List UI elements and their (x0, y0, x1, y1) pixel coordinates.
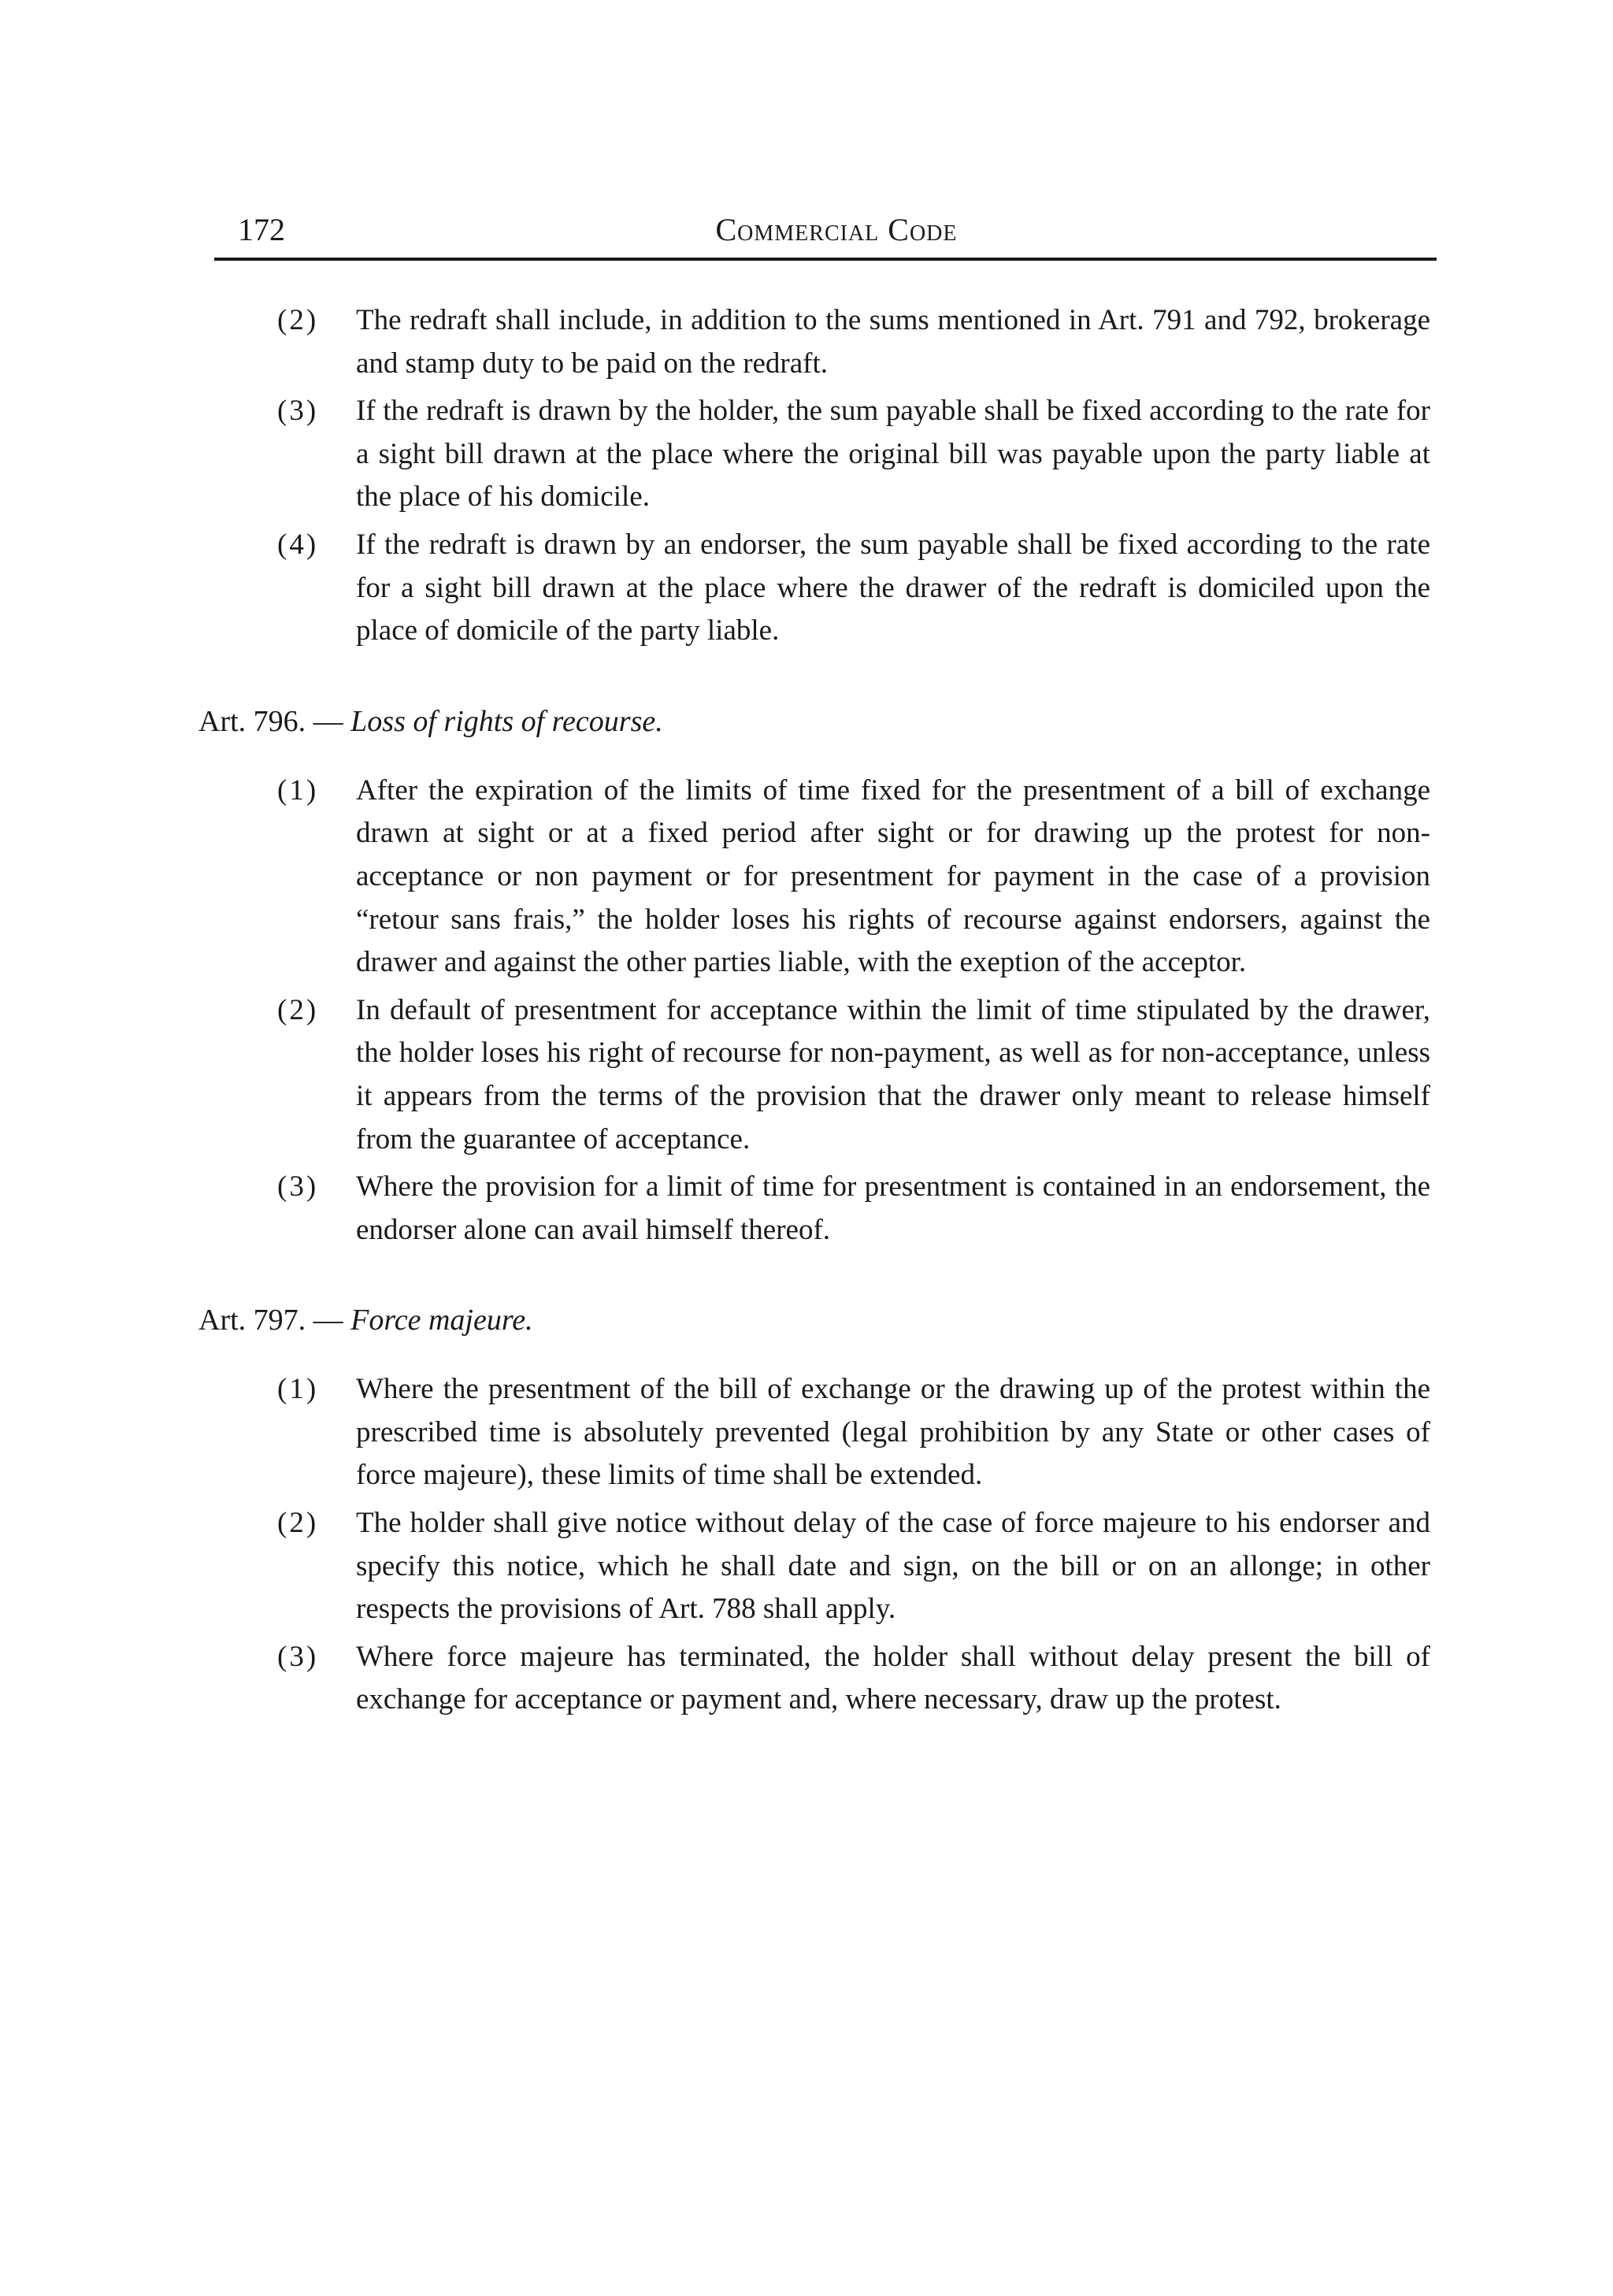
paragraph-text: If the redraft is drawn by an endorser, the sum payable shall be fixed according to the rate for a sight bill drawn at the place where the drawer of the redraft is domiciled upon the place of domicile of the party liable. (356, 528, 1430, 647)
paragraph-number: (2) (277, 1507, 319, 1540)
article-title: Force majeure. (350, 1304, 533, 1337)
paragraph-number: (2) (277, 304, 319, 336)
paragraph-text: Where force majeure has terminated, the holder shall without delay present the bill of exchange for acceptance or payment and, where necessary, draw up the protest. (356, 1640, 1430, 1716)
paragraph-number: (1) (277, 1373, 319, 1406)
paragraph-text: The redraft shall include, in addition to the sums mentioned in Art. 791 and 792, brokerage and stamp duty to be paid on the redraft. (356, 304, 1430, 380)
paragraph-number: (1) (277, 773, 319, 807)
art796-paragraph-2 (277, 989, 1430, 1161)
paragraph-text: After the expiration of the limits of time fixed for the presentment of a bill of exchange drawn at sight or at a fixed period after sight or for drawing up the protest for non-acceptance or non payment or for presentment for payment in the case of a provision “retour sans frais,” the holder loses his rights of recourse against endorsers, against the drawer and against the other parties liable, with the exeption of the acceptor. (356, 773, 1430, 979)
art796-paragraph-1 (277, 770, 1430, 985)
art797-paragraph-2 (277, 1502, 1430, 1631)
art796-paragraph-3 (277, 1166, 1430, 1252)
running-title: Commercial Code (715, 212, 958, 247)
paragraph-2-redraft (277, 299, 1430, 385)
paragraph-number: (4) (277, 528, 319, 561)
article-title: Loss of rights of recourse. (350, 704, 663, 738)
paragraph-text: The holder shall give notice without delay of the case of force majeure to his endorser and specify this notice, which he shall date and sign, on the bill or on an allonge; in other respects the provisions of Art. 788 shall apply. (356, 1507, 1430, 1626)
article-label: Art. 797. — (198, 1304, 343, 1337)
article-label: Art. 796. — (198, 704, 343, 738)
paragraph-4-redraft (277, 524, 1430, 653)
article-797-heading (198, 1299, 1430, 1341)
art797-paragraph-1 (277, 1368, 1430, 1497)
paragraph-3-redraft (277, 390, 1430, 519)
paragraph-text: In default of presentment for acceptance within the limit of time stipulated by the drawer, the holder loses his right of recourse for non-payment, as well as for non-acceptance, unless it appears from the terms of the provision that the drawer only meant to release himself from the guarantee of acceptance. (356, 993, 1430, 1155)
paragraph-number: (2) (277, 993, 319, 1026)
running-header (238, 206, 1435, 254)
page-body (198, 299, 1430, 1722)
page-number: 172 (238, 212, 285, 247)
paragraph-text: Where the provision for a limit of time for presentment is contained in an endorsement, the endorser alone can avail himself thereof. (356, 1170, 1430, 1246)
paragraph-text: If the redraft is drawn by the holder, the sum payable shall be fixed according to the rate for a sight bill drawn at the place where the original bill was payable upon the party liable at the place of his domicile. (356, 395, 1430, 514)
header-rule (214, 258, 1437, 261)
paragraph-number: (3) (277, 395, 319, 428)
paragraph-number: (3) (277, 1170, 319, 1204)
paragraph-text: Where the presentment of the bill of exchange or the drawing up of the protest within the prescribed time is absolutely prevented (legal prohibition by any State or other cases of force majeure), these limits of time shall be extended. (356, 1373, 1430, 1492)
paragraph-number: (3) (277, 1640, 319, 1673)
article-796-heading (198, 700, 1430, 743)
art797-paragraph-3 (277, 1636, 1430, 1722)
